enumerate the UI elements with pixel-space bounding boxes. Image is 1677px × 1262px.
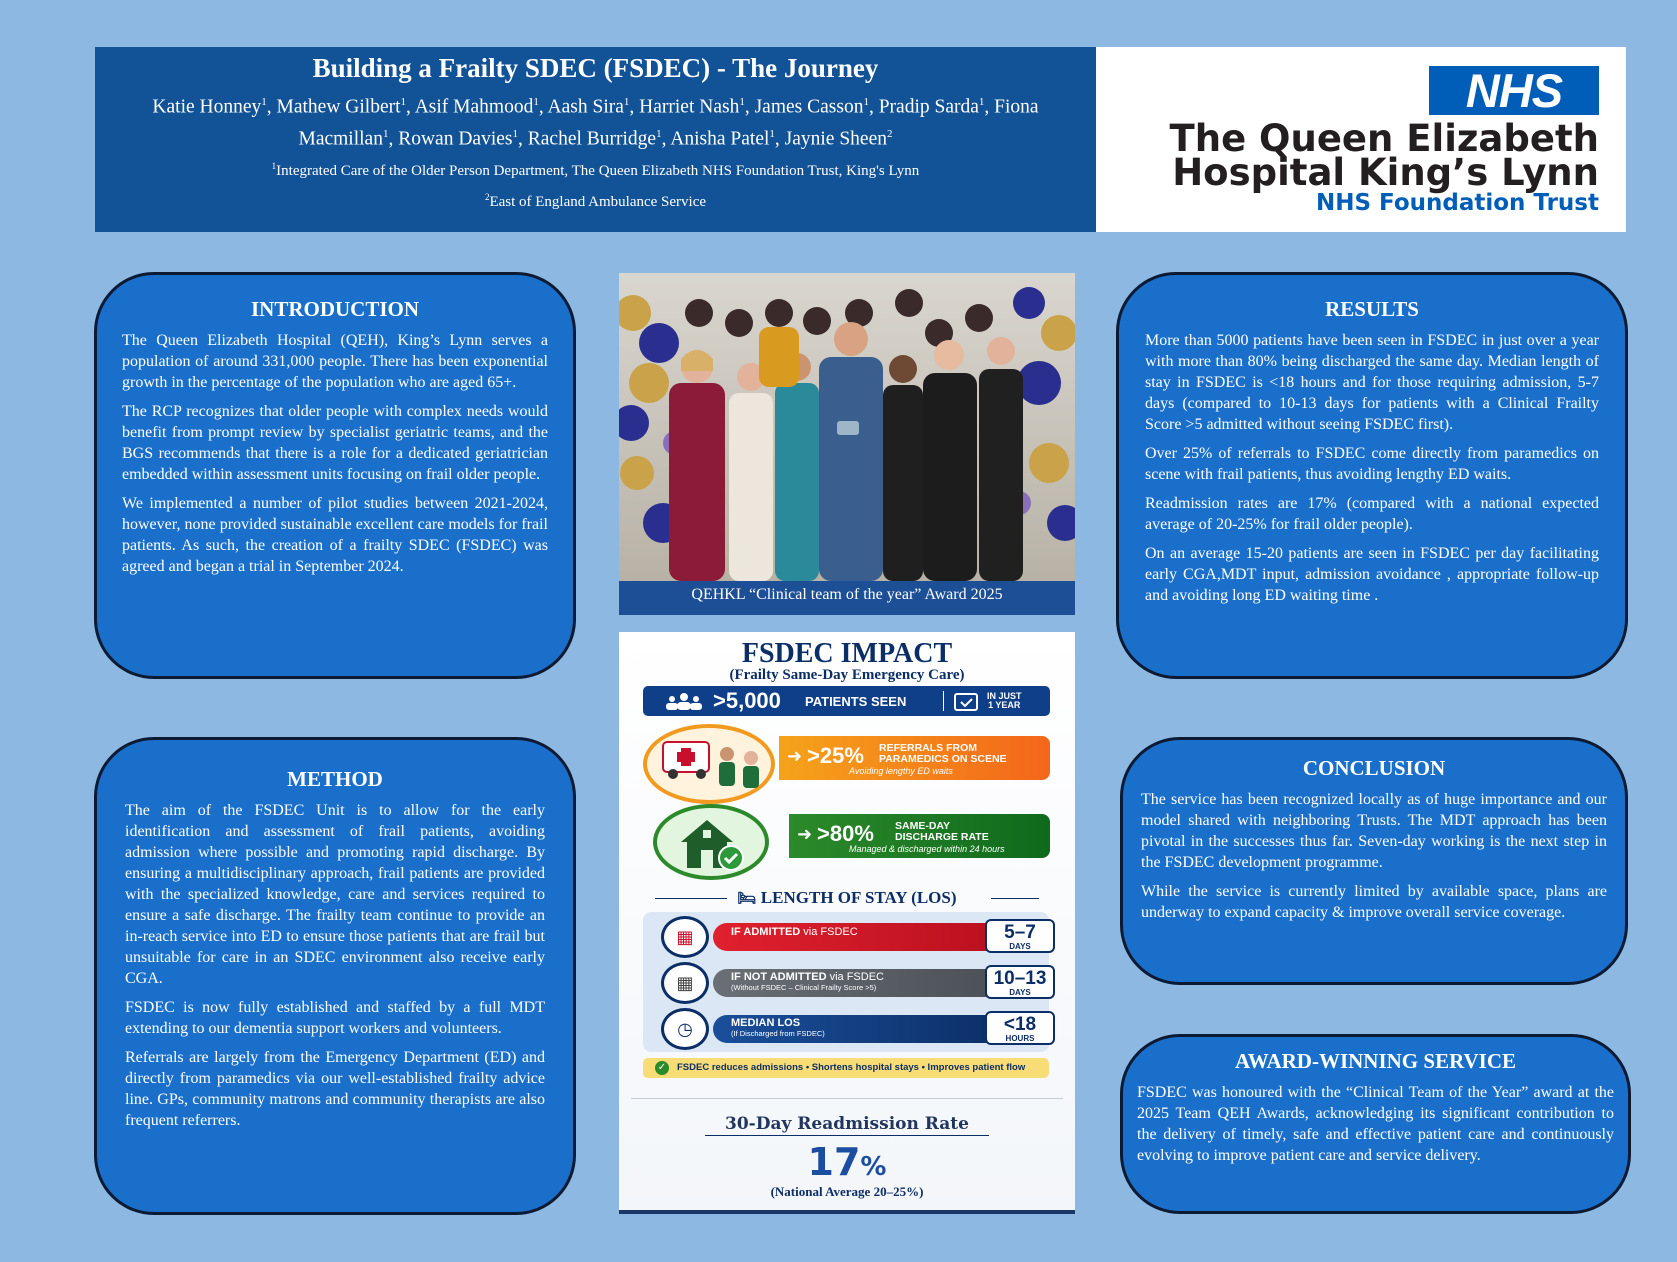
referrals-value: >25%: [807, 743, 864, 768]
logo-line-2: Hospital King’s Lynn: [1172, 151, 1599, 194]
author-affiliation-mark: 1: [623, 96, 630, 108]
method-paragraph: Referrals are largely from the Emergency Department (ED) and directly from paramedics via our well-established frailty advice line. GPs, community matrons and community therapists are also frequent referrers.: [125, 1049, 545, 1129]
author-name: Fiona Macmillan: [298, 96, 1039, 149]
author-affiliation-mark: 1: [261, 96, 267, 108]
arrow-right-icon: ➜: [787, 746, 803, 766]
infographic-subtitle: (Frailty Same-Day Emergency Care): [729, 667, 965, 683]
author-name: Pradip Sarda: [878, 96, 979, 118]
calendar-icon: [953, 691, 979, 711]
nhs-logo: NHS: [1429, 66, 1599, 115]
patients-seen-value: >5,000: [713, 688, 781, 713]
conclusion-panel: [1120, 737, 1628, 985]
author-name: James Casson: [754, 96, 864, 118]
infographic-bottom-rule: [619, 1210, 1075, 1214]
discharge-subtext: Managed & discharged within 24 hours: [849, 844, 1005, 854]
same-day-discharge-stat: [789, 814, 1050, 858]
results-paragraph: On an average 15-20 patients are seen in FSDEC per day facilitating early CGA,MDT input, admission avoidance , appropriate follow-up and avoiding long ED waiting time .: [1145, 545, 1599, 604]
bar-separator: [943, 691, 944, 711]
check-icon: ✓: [655, 1061, 669, 1075]
paramedic-referrals-stat: [779, 736, 1050, 780]
referrals-label: REFERRALS FROM PARAMEDICS ON SCENE: [879, 742, 1007, 765]
author-affiliation-mark: 2: [887, 127, 893, 140]
award-paragraph: FSDEC was honoured with the “Clinical Team of the Year” award at the 2025 Team QEH Awards, acknowledging its significant contribution to the delivery of timely, safe and effective patient care and continuously evolving to improve patient care and service delivery.: [1137, 1084, 1614, 1164]
author-affiliation-mark: 1: [863, 96, 869, 108]
introduction-heading: INTRODUCTION: [250, 297, 420, 321]
fsdec-impact-infographic: [619, 632, 1075, 1214]
results-heading: RESULTS: [1325, 297, 1419, 321]
conclusion-paragraph: The service has been recognized locally as of huge importance and our model shared with neighboring Trusts. The MDT approach has been pivotal in the successes thus far. Seven-day working is the next step in the FSDEC development programme.: [1141, 791, 1607, 871]
patients-seen-period: IN JUST 1 YEAR: [987, 691, 1022, 710]
los-row-admitted: IF ADMITTED via FSDEC: [713, 923, 1013, 951]
poster-header: [95, 47, 1096, 232]
hospital-icon: ▦: [661, 916, 709, 958]
author-affiliation-mark: 1: [512, 127, 518, 140]
logo-line-3: NHS Foundation Trust: [1315, 190, 1599, 216]
results-paragraph: Over 25% of referrals to FSDEC come directly from paramedics on scene with frail patients, thus avoiding lengthy ED waits.: [1145, 445, 1599, 483]
poster-title: Building a Frailty SDEC (FSDEC) - The Journey: [312, 53, 879, 83]
readmission-title: 30-Day Readmission Rate: [725, 1114, 969, 1134]
author-name: Harriet Nash: [639, 96, 740, 118]
los-value-not-admitted: 10–13 DAYS: [985, 965, 1055, 999]
conclusion-heading: CONCLUSION: [1302, 756, 1446, 780]
author-name: Rowan Davies: [398, 128, 513, 149]
readmission-rule: [705, 1135, 989, 1136]
author-affiliation-mark: 1: [400, 96, 407, 108]
award-panel: [1120, 1034, 1631, 1214]
logo-line-1: The Queen Elizabeth: [1169, 117, 1599, 160]
author-affiliation-mark: 1: [533, 96, 539, 108]
arrow-right-icon: ➜: [797, 824, 813, 844]
team-photo-image: [619, 273, 1075, 581]
los-row-median: MEDIAN LOS (If Discharged from FSDEC): [713, 1015, 1013, 1043]
method-panel: [94, 737, 576, 1215]
hospital-bed-icon: 🛏: [737, 889, 757, 907]
method-paragraph: FSDEC is now fully established and staffed by a full MDT extending to our dementia support workers and volunteers.: [125, 999, 545, 1037]
author-affiliation-mark: 1: [739, 96, 745, 108]
discharge-value: >80%: [817, 821, 874, 846]
author-affiliation-mark: 1: [769, 127, 775, 140]
introduction-paragraph: The Queen Elizabeth Hospital (QEH), King’s Lynn serves a population of around 331,000 people. There has been exponential growth in the percentage of the population who are aged 65+.: [122, 332, 548, 391]
affiliation-1: $^1$Integrated Care of the Older Person Department, The Queen Elizabeth NHS Foundation Trust, King's Lynn: [271, 161, 920, 179]
conclusion-paragraph: While the service is currently limited by available space, plans are underway to expand capacity & improve overall service coverage.: [1141, 883, 1607, 921]
introduction-paragraph: The RCP recognizes that older people with complex needs would benefit from prompt review by specialist geriatric teams, and the BGS recommends that there is a role for a dedicated geriatrician embedded within assessment units focusing on frail older people.: [122, 403, 548, 483]
clock-icon: ◷: [661, 1008, 709, 1050]
results-paragraph: More than 5000 patients have been seen in FSDEC in just over a year with more than 80% being discharged the same day. Median length of stay in FSDEC is <18 hours and for those requiring admission, 5-7 days (compared to 10-13 days for patients with a Clinical Frailty Score >5 admitted without seeing FSDEC first).: [1145, 332, 1599, 433]
paramedics-illustration: [643, 724, 775, 804]
author-affiliation-mark: 1: [656, 127, 662, 140]
patients-seen-label: PATIENTS SEEN: [805, 694, 907, 709]
los-row-not-admitted: IF NOT ADMITTED via FSDEC (Without FSDEC – Clinical Frailty Score >5): [713, 969, 1013, 997]
author-list: Katie Honney$^1$, Mathew Gilbert$^1$, Asif Mahmood$^1$, Aash Sira$^1$, Harriet Nash$^1$, James Casson$^1$, Pradip Sarda$^1$, Fiona Macmillan$^1$, Rowan Davies$^1$, Rachel Burridge$^1$, Anisha Patel$^1$, Jaynie Sheen$^2$: [152, 96, 1039, 149]
author-affiliation-mark: 1: [382, 127, 389, 140]
ambulance-icon: [647, 728, 771, 800]
author-name: Aash Sira: [547, 96, 624, 118]
infographic-divider: [631, 1098, 1063, 1099]
author-name: Anisha Patel: [670, 128, 770, 149]
affiliation-2: $^2$East of England Ambulance Service: [484, 192, 707, 210]
hospital-icon: ▦: [661, 962, 709, 1004]
author-name: Katie Honney: [152, 96, 262, 118]
house-check-icon: [657, 808, 765, 876]
los-value-admitted: 5–7 DAYS: [985, 919, 1055, 953]
readmission-value: 17%: [807, 1140, 887, 1184]
introduction-paragraph: We implemented a number of pilot studies between 2021-2024, however, none provided sustainable excellent care models for frail patients. As such, the creation of a frailty SDEC (FSDEC) was agreed and began a trial in September 2024.: [122, 495, 548, 575]
author-name: Asif Mahmood: [414, 96, 534, 118]
benefits-bar: ✓ FSDEC reduces admissions • Shortens hospital stays • Improves patient flow: [643, 1058, 1049, 1078]
method-heading: METHOD: [287, 767, 383, 791]
patients-seen-bar: [643, 686, 1050, 716]
author-affiliation-mark: 1: [978, 96, 985, 108]
trust-logo: [1096, 47, 1626, 232]
award-heading: AWARD-WINNING SERVICE: [1234, 1049, 1517, 1073]
los-panel: [643, 912, 1049, 1052]
method-paragraph: The aim of the FSDEC Unit is to allow for the early identification and assessment of frail patients, avoiding admission where possible and promoting rapid discharge. By ensuring a multidisciplinary approach, frail patients are provided with the specialized knowledge, care and services required to ensure a safe discharge. The frailty team continue to provide an in-reach service into ED to ensure those patients that are frail but unsuitable for care in an SDEC environment also receive early CGA.: [125, 802, 545, 987]
introduction-panel: [94, 272, 576, 679]
readmission-national-average: (National Average 20–25%): [770, 1184, 924, 1199]
results-paragraph: Readmission rates are 17% (compared with a national expected average of 20-25% for frail older people).: [1145, 495, 1599, 533]
home-illustration: [653, 804, 769, 880]
los-title: 🛏 LENGTH OF STAY (LOS): [737, 888, 957, 907]
results-panel: [1116, 272, 1628, 679]
los-value-median: <18 HOURS: [985, 1011, 1055, 1045]
people-icon: [665, 692, 703, 710]
author-name: Rachel Burridge: [527, 128, 657, 149]
team-photo: [619, 273, 1075, 615]
author-name: Jaynie Sheen: [784, 128, 887, 149]
photo-caption: QEHKL “Clinical team of the year” Award 2025: [691, 586, 1003, 603]
infographic-title: FSDEC IMPACT: [741, 638, 953, 669]
discharge-label: SAME-DAY DISCHARGE RATE: [895, 820, 989, 843]
author-name: Mathew Gilbert: [276, 96, 401, 118]
referrals-subtext: Avoiding lengthy ED waits: [849, 766, 953, 776]
